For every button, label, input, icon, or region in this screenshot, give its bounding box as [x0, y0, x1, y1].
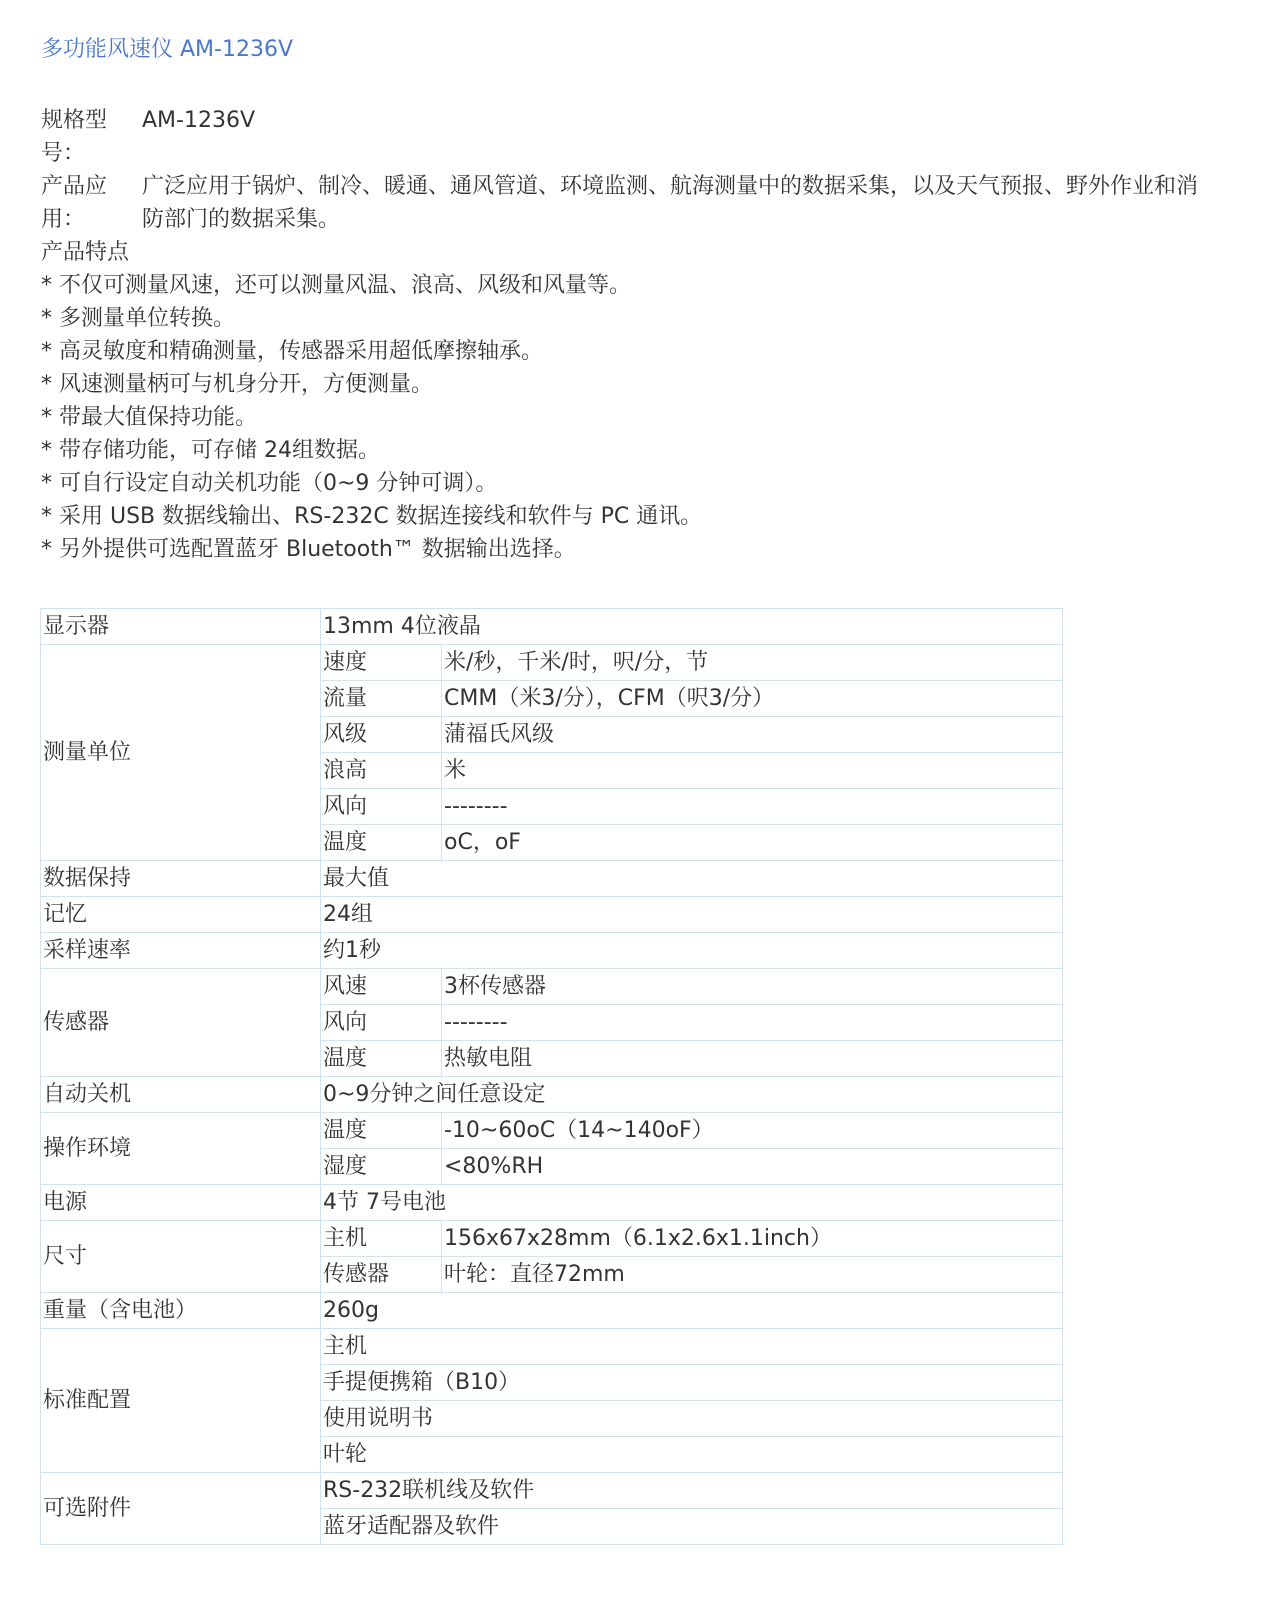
table-row [41, 1113, 1063, 1149]
table-row [41, 1185, 1063, 1221]
spec-label-sensor: 传感器 [41, 969, 321, 1077]
table-row [41, 933, 1063, 969]
feature-item: * 另外提供可选配置蓝牙 Bluetooth™ 数据输出选择。 [41, 537, 576, 562]
feature-item: * 高灵敏度和精确测量，传感器采用超低摩擦轴承。 [41, 339, 543, 364]
spec-sub-label: 风向 [321, 789, 442, 825]
spec-list-item: RS-232联机线及软件 [321, 1473, 1063, 1509]
spec-list-item: 使用说明书 [321, 1401, 1063, 1437]
spec-value-hold: 最大值 [321, 861, 1063, 897]
table-row [41, 969, 1063, 1005]
table-row [41, 897, 1063, 933]
spec-label-weight: 重量（含电池） [41, 1293, 321, 1329]
application-row [41, 170, 1211, 236]
spec-sub-label: 风速 [321, 969, 442, 1005]
spec-sub-value: 叶轮：直径72mm [442, 1257, 1063, 1293]
spec-value-memory: 24组 [321, 897, 1063, 933]
spec-label-power: 电源 [41, 1185, 321, 1221]
page-title: 多功能风速仪 AM-1236V [41, 37, 294, 62]
spec-table [40, 608, 1063, 1545]
spec-label-units: 测量单位 [41, 645, 321, 861]
spec-sub-value: -------- [442, 789, 1063, 825]
spec-label-auto-off: 自动关机 [41, 1077, 321, 1113]
spec-list-item: 蓝牙适配器及软件 [321, 1509, 1063, 1545]
spec-label-hold: 数据保持 [41, 861, 321, 897]
spec-list-item: 手提便携箱（B10） [321, 1365, 1063, 1401]
spec-label-optional: 可选附件 [41, 1473, 321, 1545]
spec-sub-label: 主机 [321, 1221, 442, 1257]
spec-sub-value: 米/秒，千米/时，呎/分，节 [442, 645, 1063, 681]
spec-label-standard: 标准配置 [41, 1329, 321, 1473]
spec-sub-label: 温度 [321, 825, 442, 861]
spec-sub-value: -10~60oC（14~140oF） [442, 1113, 1063, 1149]
spec-sub-label: 浪高 [321, 753, 442, 789]
spec-sub-value: 蒲福氏风级 [442, 717, 1063, 753]
spec-sub-label: 温度 [321, 1041, 442, 1077]
spec-list-item: 主机 [321, 1329, 1063, 1365]
feature-item: * 采用 USB 数据线输出、RS-232C 数据连接线和软件与 PC 通讯。 [41, 504, 703, 529]
spec-value-auto-off: 0~9分钟之间任意设定 [321, 1077, 1063, 1113]
spec-label-memory: 记忆 [41, 897, 321, 933]
feature-item: * 带存储功能，可存储 24组数据。 [41, 438, 380, 463]
feature-item: * 不仅可测量风速，还可以测量风温、浪高、风级和风量等。 [41, 273, 631, 298]
spec-value-weight: 260g [321, 1293, 1063, 1329]
spec-sub-value: -------- [442, 1005, 1063, 1041]
table-row [41, 1293, 1063, 1329]
application-value: 广泛应用于锅炉、制冷、暖通、通风管道、环境监测、航海测量中的数据采集，以及天气预报、野外作业和消防部门的数据采集。 [142, 174, 1199, 232]
spec-sub-label: 传感器 [321, 1257, 442, 1293]
feature-item: * 可自行设定自动关机功能（0~9 分钟可调）。 [41, 471, 498, 496]
table-row [41, 1077, 1063, 1113]
spec-sub-label: 温度 [321, 1113, 442, 1149]
spec-label-environment: 操作环境 [41, 1113, 321, 1185]
spec-sub-value: CMM（米3/分），CFM（呎3/分） [442, 681, 1063, 717]
model-label: 规格型号： [41, 108, 108, 166]
table-row [41, 645, 1063, 681]
features-list [41, 269, 1211, 566]
spec-value-power: 4节 7号电池 [321, 1185, 1063, 1221]
table-row [41, 861, 1063, 897]
spec-sub-label: 风级 [321, 717, 442, 753]
table-row [41, 609, 1063, 645]
table-row [41, 1329, 1063, 1365]
spec-sub-value: oC，oF [442, 825, 1063, 861]
spec-sub-label: 速度 [321, 645, 442, 681]
spec-value-display: 13mm 4位液晶 [321, 609, 1063, 645]
spec-sub-value: <80%RH [442, 1149, 1063, 1185]
application-label: 产品应用： [41, 174, 108, 232]
spec-list-item: 叶轮 [321, 1437, 1063, 1473]
spec-sub-label: 湿度 [321, 1149, 442, 1185]
table-row [41, 1221, 1063, 1257]
spec-sub-value: 热敏电阻 [442, 1041, 1063, 1077]
product-info [41, 104, 1211, 566]
feature-item: * 带最大值保持功能。 [41, 405, 257, 430]
spec-label-rate: 采样速率 [41, 933, 321, 969]
spec-sub-value: 156x67x28mm（6.1x2.6x1.1inch） [442, 1221, 1063, 1257]
features-title: 产品特点 [41, 240, 130, 265]
spec-label-display: 显示器 [41, 609, 321, 645]
model-row [41, 104, 1211, 170]
feature-item: * 风速测量柄可与机身分开，方便测量。 [41, 372, 433, 397]
feature-item: * 多测量单位转换。 [41, 306, 235, 331]
spec-sub-value: 米 [442, 753, 1063, 789]
model-value: AM-1236V [142, 108, 256, 133]
table-row [41, 1473, 1063, 1509]
spec-label-size: 尺寸 [41, 1221, 321, 1293]
spec-sub-label: 风向 [321, 1005, 442, 1041]
spec-value-rate: 约1秒 [321, 933, 1063, 969]
spec-sub-value: 3杯传感器 [442, 969, 1063, 1005]
spec-sub-label: 流量 [321, 681, 442, 717]
